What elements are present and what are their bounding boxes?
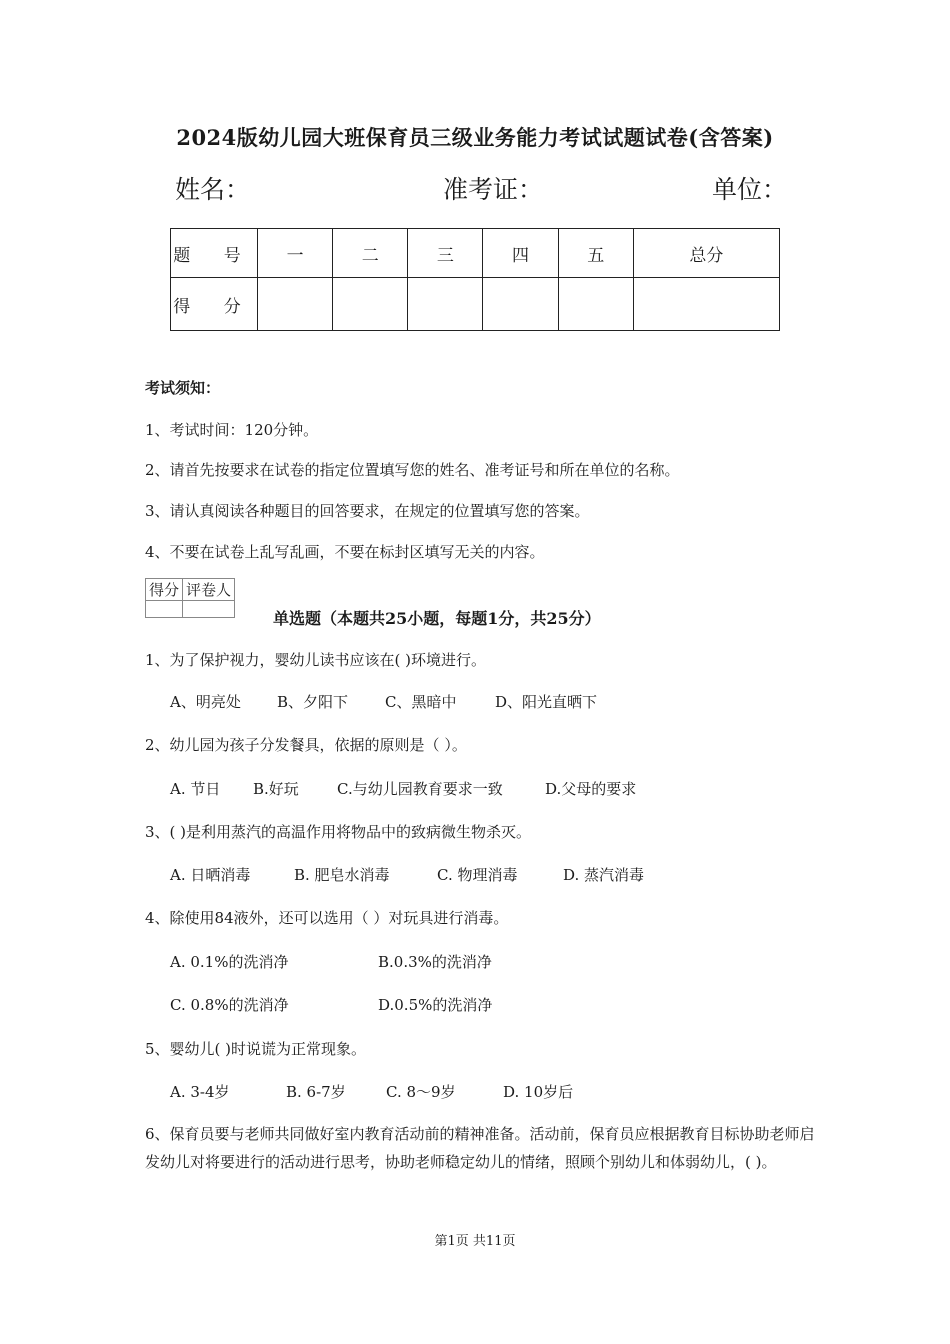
question-text: 5、婴幼儿( )时说谎为正常现象。 (145, 1040, 367, 1058)
option[interactable]: D.父母的要求 (545, 780, 637, 798)
page-footer: 第1页 共11页 (434, 1234, 516, 1249)
question-text: 6、保育员要与老师共同做好室内教育活动前的精神准备。活动前，保育员应根据教育目标协助老师启发幼儿对将要进行的活动进行思考，协助老师稳定幼儿的情绪，照顾个别幼儿和体弱幼儿，( )。 (145, 1125, 815, 1171)
name-field-label: 姓名： (175, 175, 251, 204)
question-text: 3、( )是利用蒸汽的高温作用将物品中的致病微生物杀灭。 (145, 823, 532, 841)
score-table-cell: 四 (483, 229, 558, 278)
option[interactable]: D. 蒸汽消毒 (563, 866, 645, 884)
notice-heading: 考试须知： (145, 379, 221, 397)
option[interactable]: C.与幼儿园教育要求一致 (337, 780, 503, 798)
grader-box-grader-entry[interactable] (183, 601, 235, 618)
grader-box-score-entry[interactable] (146, 601, 183, 618)
score-table-cell: 三 (408, 229, 483, 278)
section-title: 单选题（本题共25小题，每题1分，共25分） (273, 609, 601, 628)
score-table-cell: 一 (258, 229, 333, 278)
score-table-cell: 二 (333, 229, 408, 278)
option[interactable]: A. 0.1%的洗消净 (170, 953, 289, 971)
score-table-score-row (171, 278, 780, 331)
exam-id-field-label: 准考证： (443, 175, 544, 204)
option[interactable]: C. 8～9岁 (386, 1083, 456, 1101)
option[interactable]: D、阳光直晒下 (495, 693, 598, 711)
grader-box-score-label: 得分 (146, 579, 183, 601)
unit-field-label: 单位： (712, 175, 788, 204)
option[interactable]: A. 节日 (170, 780, 221, 798)
notice-item: 4、不要在试卷上乱写乱画，不要在标封区填写无关的内容。 (145, 543, 545, 561)
score-table-cell: 五 (558, 229, 633, 278)
notice-item: 1、考试时间：120分钟。 (145, 421, 319, 439)
option[interactable]: C、黑暗中 (385, 693, 457, 711)
score-entry-cell[interactable] (258, 278, 333, 331)
question-text: 2、幼儿园为孩子分发餐具，依据的原则是（ ）。 (145, 736, 467, 754)
option[interactable]: B.好玩 (253, 780, 299, 798)
question-text: 1、为了保护视力，婴幼儿读书应该在( )环境进行。 (145, 651, 487, 669)
option[interactable]: C. 物理消毒 (437, 866, 518, 884)
score-entry-cell[interactable] (408, 278, 483, 331)
score-table-header-row (171, 229, 780, 278)
notice-item: 2、请首先按要求在试卷的指定位置填写您的姓名、准考证号和所在单位的名称。 (145, 461, 680, 479)
score-table-cell: 总分 (633, 229, 779, 278)
option[interactable]: C. 0.8%的洗消净 (170, 996, 289, 1014)
score-entry-cell[interactable] (633, 278, 779, 331)
grader-box (145, 578, 235, 618)
option[interactable]: A. 3-4岁 (170, 1083, 230, 1101)
score-table (170, 228, 780, 331)
score-table-cell: 得 分 (171, 278, 258, 331)
notice-item: 3、请认真阅读各种题目的回答要求，在规定的位置填写您的答案。 (145, 502, 590, 520)
option[interactable]: B、夕阳下 (277, 693, 349, 711)
grader-box-grader-label: 评卷人 (183, 579, 235, 601)
option[interactable]: A. 日晒消毒 (170, 866, 251, 884)
score-entry-cell[interactable] (558, 278, 633, 331)
option[interactable]: B.0.3%的洗消净 (378, 953, 492, 971)
option[interactable]: D.0.5%的洗消净 (378, 996, 493, 1014)
score-entry-cell[interactable] (333, 278, 408, 331)
document-title: 2024版幼儿园大班保育员三级业务能力考试试题试卷(含答案) (176, 125, 774, 150)
option[interactable]: B. 6-7岁 (286, 1083, 346, 1101)
option[interactable]: B. 肥皂水消毒 (294, 866, 390, 884)
option[interactable]: A、明亮处 (170, 693, 241, 711)
option[interactable]: D. 10岁后 (503, 1083, 574, 1101)
score-table-cell: 题 号 (171, 229, 258, 278)
score-entry-cell[interactable] (483, 278, 558, 331)
question-text: 4、除使用84液外，还可以选用（ ）对玩具进行消毒。 (145, 909, 509, 927)
